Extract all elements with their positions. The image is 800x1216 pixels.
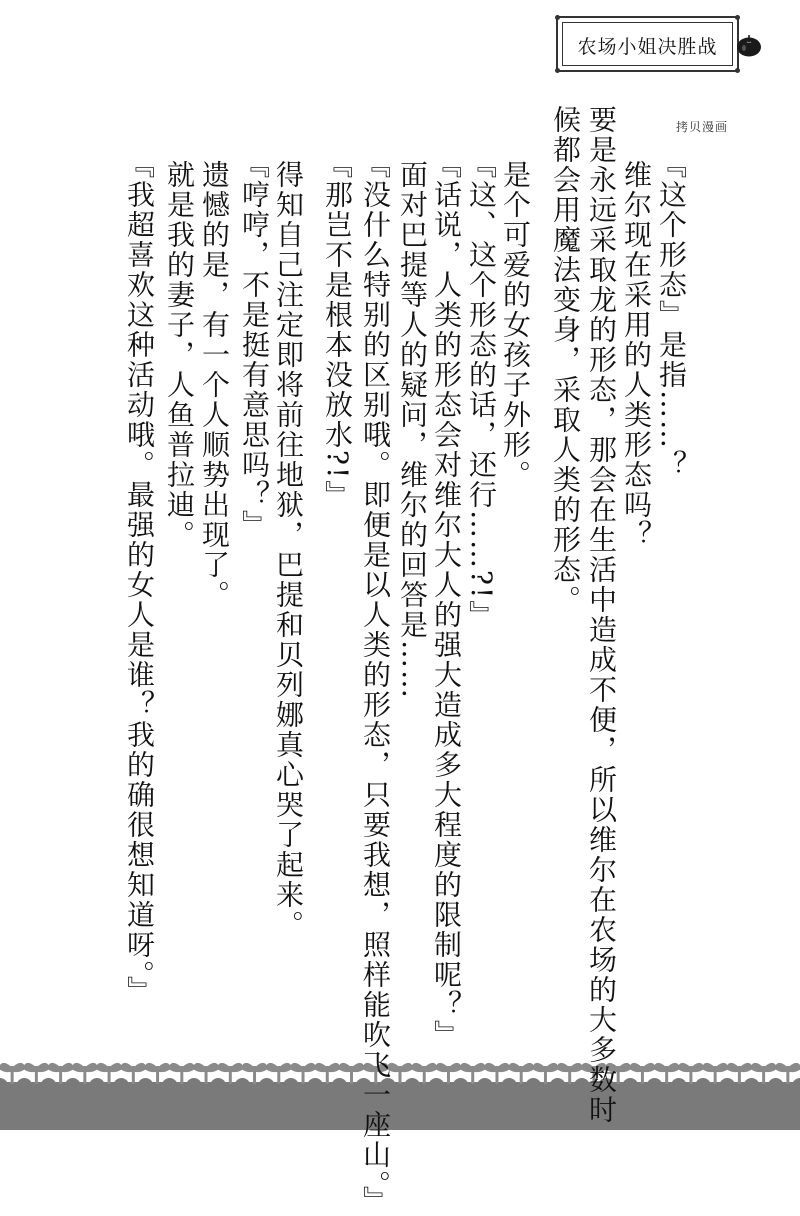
footer-scallop — [501, 1078, 517, 1094]
text-column: 是个可爱的女孩子外形。 — [499, 160, 532, 490]
footer-scallop — [525, 1078, 541, 1094]
footer-scallop — [719, 1078, 735, 1094]
footer-scallop — [404, 1078, 420, 1094]
footer-scallop — [234, 1078, 250, 1094]
footer-scallop — [40, 1078, 56, 1094]
footer-scallop — [453, 1078, 469, 1094]
text-column: 遗憾的是，有一个人顺势出现了。 — [198, 160, 231, 610]
text-column: 得知自己注定即将前往地狱，巴提和贝列娜真心哭了起来。 — [272, 160, 305, 940]
corner-dot — [555, 68, 560, 73]
footer-scallop — [283, 1078, 299, 1094]
text-column: 『哼哼，不是挺有意思吗？』 — [238, 150, 271, 540]
footer-scallop — [65, 1078, 81, 1094]
text-column: 维尔现在采用的人类形态吗？ — [620, 160, 653, 550]
footer-scallop — [477, 1078, 493, 1094]
text-column: 『这、这个形态的话，还行……?!』 — [465, 150, 498, 631]
footer-scallop — [671, 1078, 687, 1094]
source-watermark: 拷贝漫画 — [676, 120, 729, 134]
text-column: 候都会用魔法变身，采取人类的形态。 — [549, 105, 582, 615]
tomato-icon — [736, 33, 762, 57]
corner-dot — [735, 68, 740, 73]
text-column: 要是永远采取龙的形态，那会在生活中造成不便，所以维尔在农场的大多数时 — [585, 105, 618, 1125]
footer-scallop — [210, 1078, 226, 1094]
footer-scallop — [744, 1078, 760, 1094]
footer-scallop — [307, 1078, 323, 1094]
text-column: 『没什么特别的区别哦。即便是以人类的形态，只要我想，照样能吹飞一座山。』 — [359, 150, 392, 1216]
text-column: 就是我的妻子，人鱼普拉迪。 — [163, 160, 196, 550]
footer-scallop — [16, 1078, 32, 1094]
text-column: 『话说，人类的形态会对维尔大人的强大造成多大程度的限制呢？』 — [430, 150, 463, 1050]
footer-scallop — [137, 1078, 153, 1094]
text-column: 『这个形态』是指……？ — [655, 150, 688, 480]
text-column: 『我超喜欢这种活动哦。最强的女人是谁？我的确很想知道呀。』 — [123, 150, 156, 1006]
grass-footer — [0, 1040, 800, 1130]
footer-scallop — [162, 1078, 178, 1094]
footer-scallop — [647, 1078, 663, 1094]
chapter-header — [556, 16, 739, 72]
corner-dot — [555, 15, 560, 20]
footer-scallop — [331, 1078, 347, 1094]
footer-scallop — [768, 1078, 784, 1094]
footer-scallop — [550, 1078, 566, 1094]
footer-scallop — [89, 1078, 105, 1094]
text-column: 面对巴提等人的疑问，维尔的回答是…… — [396, 160, 429, 700]
footer-scallop — [428, 1078, 444, 1094]
text-column: 『那岂不是根本没放水?!』 — [321, 150, 354, 511]
corner-dot — [735, 15, 740, 20]
footer-scallop — [186, 1078, 202, 1094]
footer-scallop — [113, 1078, 129, 1094]
footer-scallop — [695, 1078, 711, 1094]
chapter-title: 农场小姐决胜战 — [577, 36, 718, 58]
footer-scallop — [259, 1078, 275, 1094]
footer-scallop — [622, 1078, 638, 1094]
